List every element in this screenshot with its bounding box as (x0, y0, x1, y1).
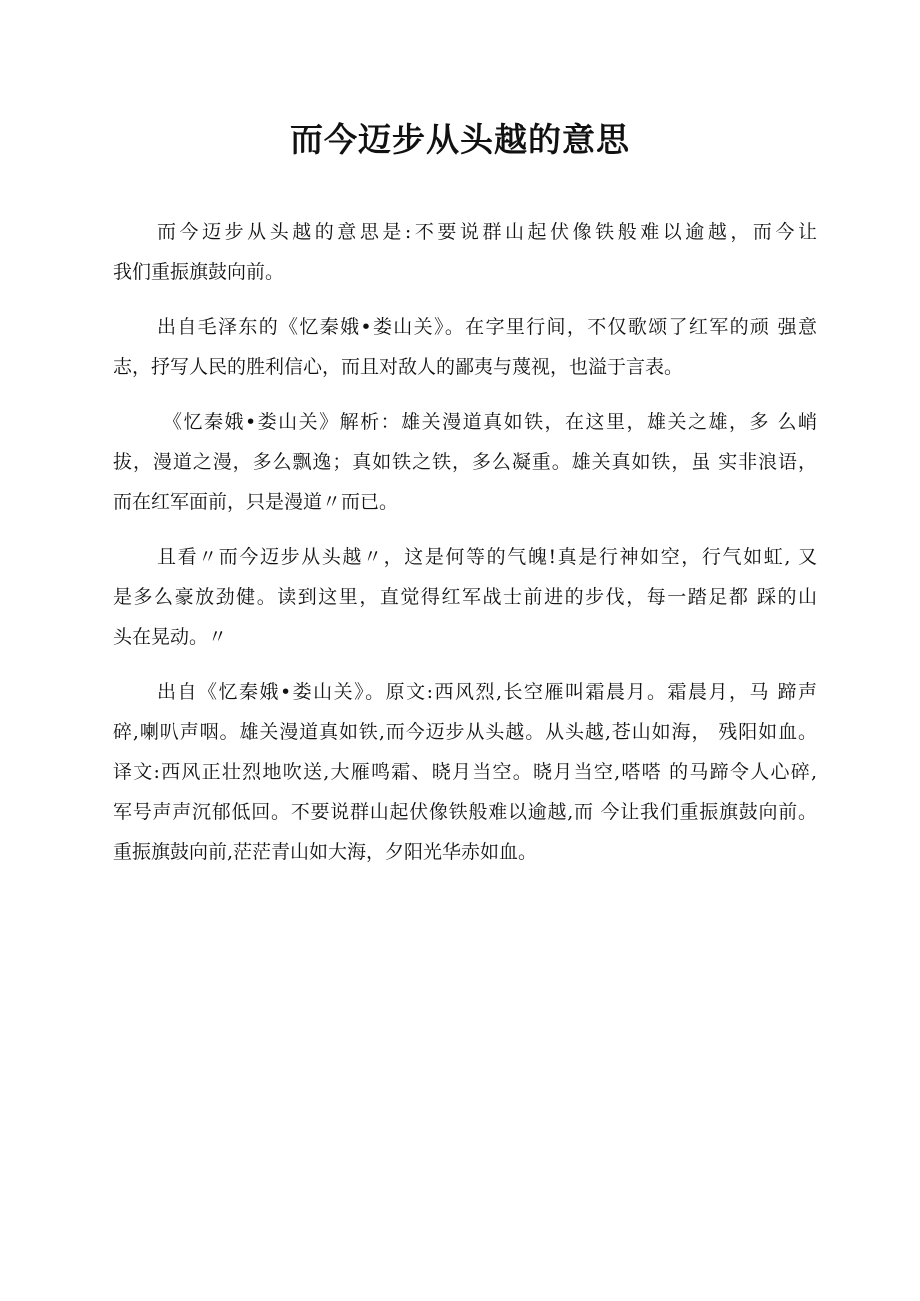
text-line: 译文:西风正壮烈地吹送,大雁鸣霜、晓月当空。晓月当空,嗒嗒 的马蹄令人心碎, (113, 761, 817, 783)
document-title: 而今迈步从头越的意思 (290, 120, 630, 159)
text-line: 军号声声沉郁低回。不要说群山起伏像铁般难以逾越,而 今让我们重振旗鼓向前。 (113, 801, 817, 823)
paragraph-source (113, 307, 817, 387)
paragraph-analysis (113, 402, 817, 522)
text-line: 重振旗鼓向前,茫茫青山如大海，夕阳光华赤如血。 (113, 841, 538, 863)
paragraph-meaning (113, 212, 817, 292)
text-line: 且看〃而今迈步从头越〃，这是何等的气魄!真是行神如空，行气如虹, 又 (157, 546, 817, 568)
text-line: 《忆秦娥•娄山关》解析：雄关漫道真如铁，在这里，雄关之雄，多 么峭 (163, 411, 817, 433)
text-line: 我们重振旗鼓向前。 (113, 261, 285, 283)
text-line: 拔，漫道之漫，多么飘逸；真如铁之铁，多么凝重。雄关真如铁，虽 实非浪语， (113, 451, 817, 473)
text-line: 是多么豪放劲健。读到这里，直觉得红军战士前进的步伐，每一踏足都 踩的山 (113, 586, 817, 608)
text-line: 出自《忆秦娥•娄山关》。原文:西风烈,长空雁叫霜晨月。霜晨月，马 蹄声 (157, 681, 817, 703)
document-body (113, 212, 817, 872)
paragraph-original-translation (113, 672, 817, 872)
text-line: 志，抒写人民的胜利信心，而且对敌人的鄙夷与蔑视，也溢于言表。 (113, 356, 684, 378)
paragraph-spirit (113, 537, 817, 657)
text-line: 出自毛泽东的《忆秦娥•娄山关》。在字里行间，不仅歌颂了红军的顽 强意 (157, 316, 817, 338)
text-line: 而在红军面前，只是漫道〃而已。 (113, 491, 399, 513)
text-line: 头在晃动。〃 (113, 626, 228, 648)
text-line: 碎,喇叭声咽。雄关漫道真如铁,而今迈步从头越。从头越,苍山如海， 残阳如血。 (113, 721, 817, 743)
text-line: 而今迈步从头越的意思是:不要说群山起伏像铁般难以逾越，而今让 (157, 221, 817, 243)
